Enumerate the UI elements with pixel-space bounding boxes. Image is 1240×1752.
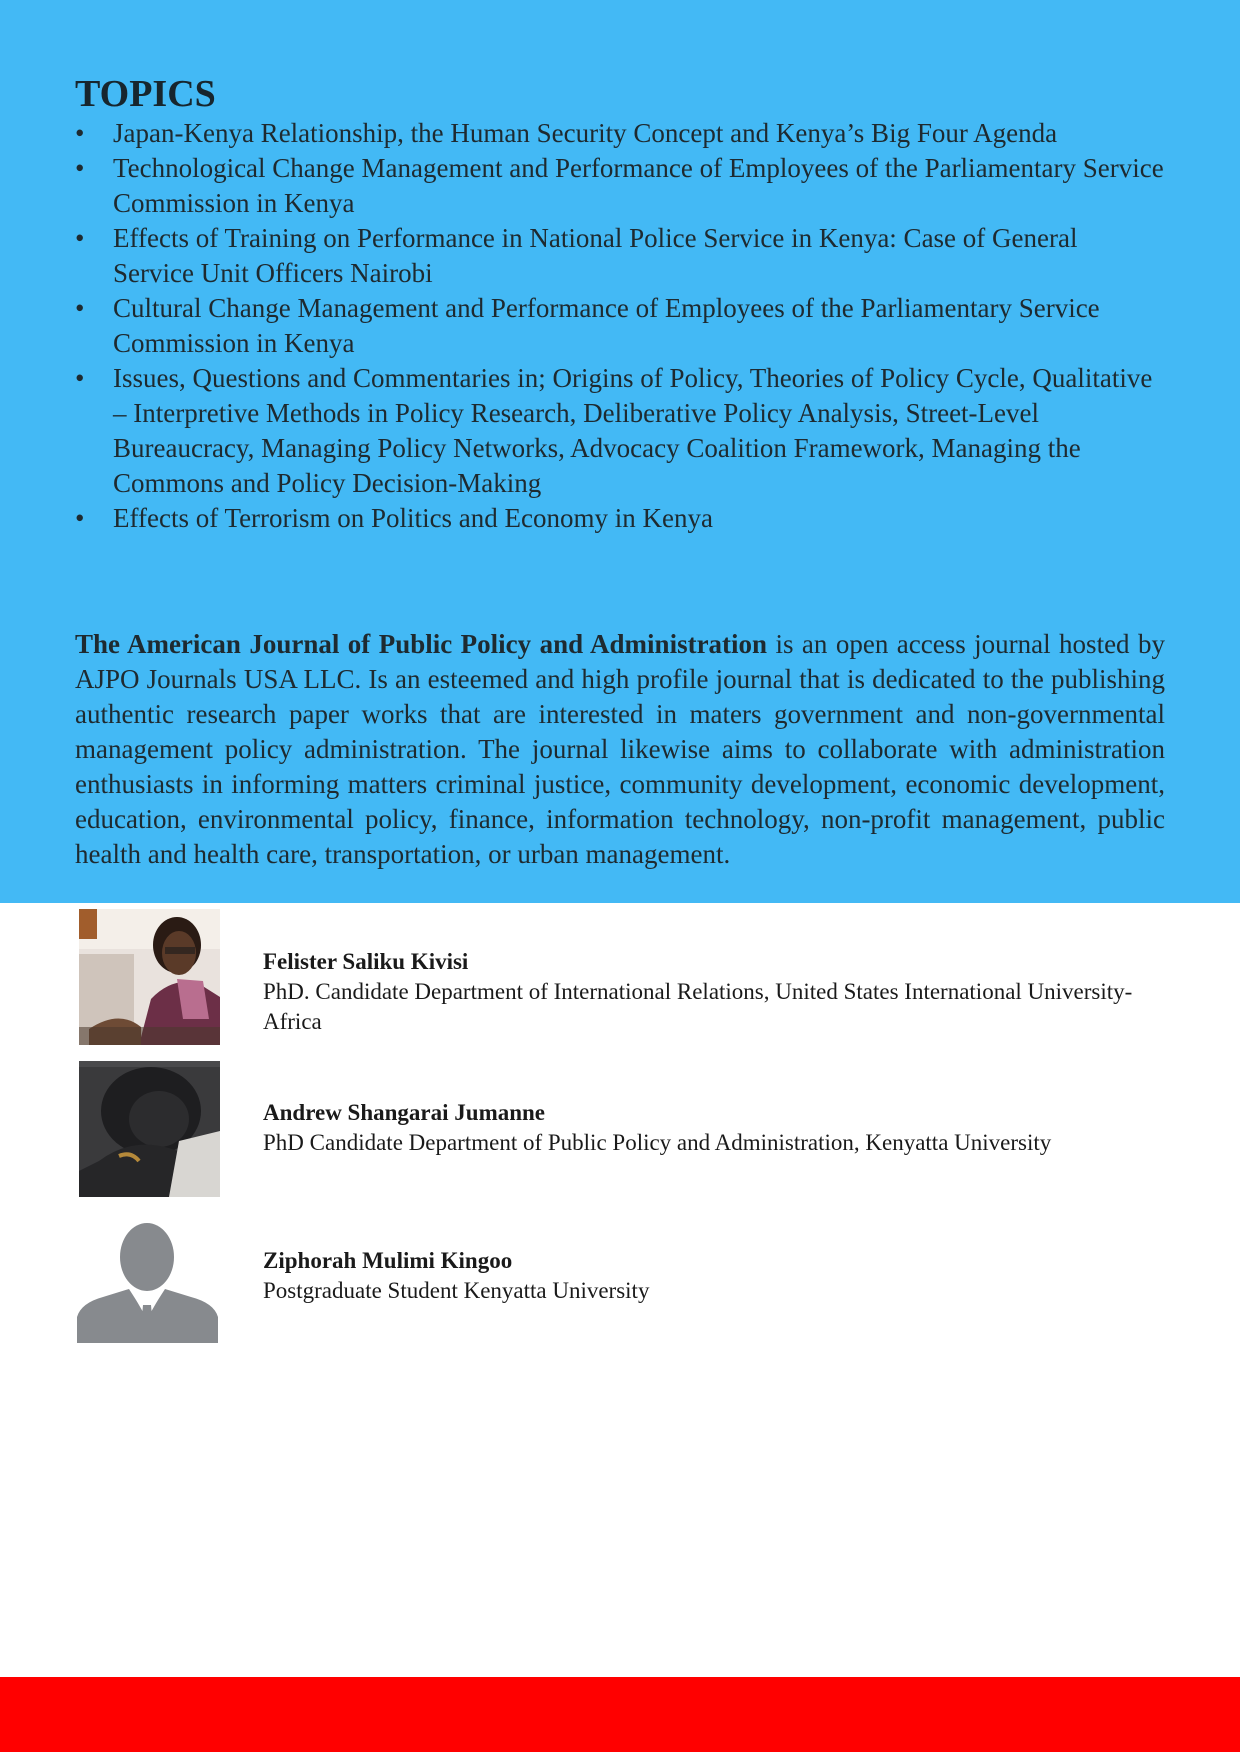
topic-text: Cultural Change Management and Performance of Employees of the Parliamentary Service Commission in Kenya bbox=[113, 293, 1100, 358]
journal-name: The American Journal of Public Policy and Administration bbox=[75, 629, 768, 659]
topic-item bbox=[75, 151, 1165, 221]
topic-text: Issues, Questions and Commentaries in; Origins of Policy, Theories of Policy Cycle, Qualitative – Interpretive Methods in Policy Research, Deliberative Policy Analysis, Street-Level Bureaucracy, Managing Policy Networks, Advocacy Coalition Framework, Managing the Commons and Policy Decision-Making bbox=[113, 363, 1153, 498]
topic-text: Technological Change Management and Performance of Employees of the Parliamentary Service Commission in Kenya bbox=[113, 153, 1164, 218]
footer-bar bbox=[0, 1677, 1240, 1752]
topic-item bbox=[75, 291, 1165, 361]
topics-heading: TOPICS bbox=[75, 73, 216, 115]
journal-description-text: is an open access journal hosted by AJPO Journals USA LLC. Is an esteemed and high profile journal that is dedicated to the publishing authentic research paper works that are interested in maters government and non-governmental management policy administration. The journal likewise aims to collaborate with administration enthusiasts in informing matters criminal justice, community development, economic development, education, environmental policy, finance, information technology, non-profit management, public health and health care, transportation, or urban management. bbox=[75, 629, 1165, 869]
topic-item bbox=[75, 116, 1165, 151]
bullet-icon: • bbox=[75, 503, 85, 533]
author-name: Andrew Shangarai Jumanne bbox=[263, 1100, 546, 1125]
author-photo-image bbox=[79, 909, 220, 1045]
author-photo bbox=[79, 909, 220, 1045]
author-card-2 bbox=[0, 1061, 1240, 1197]
author-affiliation: PhD. Candidate Department of International Relations, United States International University-Africa bbox=[263, 979, 1133, 1034]
author-photo bbox=[77, 1219, 218, 1355]
topic-item bbox=[75, 501, 1165, 536]
journal-description bbox=[75, 627, 1165, 872]
author-card-1 bbox=[0, 909, 1240, 1045]
topic-text: Effects of Training on Performance in National Police Service in Kenya: Case of General Service Unit Officers Nairobi bbox=[113, 223, 1078, 288]
author-photo bbox=[79, 1061, 220, 1197]
topic-item bbox=[75, 361, 1165, 501]
author-affiliation: PhD Candidate Department of Public Policy and Administration, Kenyatta University bbox=[263, 1130, 1052, 1155]
topic-text: Effects of Terrorism on Politics and Economy in Kenya bbox=[113, 503, 713, 533]
avatar-placeholder-icon bbox=[77, 1219, 218, 1343]
bullet-icon: • bbox=[75, 118, 85, 148]
topic-item bbox=[75, 221, 1165, 291]
bullet-icon: • bbox=[75, 223, 85, 253]
author-photo-image bbox=[79, 1061, 220, 1197]
author-name: Felister Saliku Kivisi bbox=[263, 949, 469, 974]
topic-text: Japan-Kenya Relationship, the Human Security Concept and Kenya’s Big Four Agenda bbox=[113, 118, 1058, 148]
topics-list bbox=[75, 116, 1165, 536]
bullet-icon: • bbox=[75, 153, 85, 183]
author-affiliation: Postgraduate Student Kenyatta University bbox=[263, 1278, 650, 1303]
bullet-icon: • bbox=[75, 363, 85, 393]
author-card-3 bbox=[0, 1219, 1240, 1355]
bullet-icon: • bbox=[75, 293, 85, 323]
author-name: Ziphorah Mulimi Kingoo bbox=[263, 1248, 513, 1273]
